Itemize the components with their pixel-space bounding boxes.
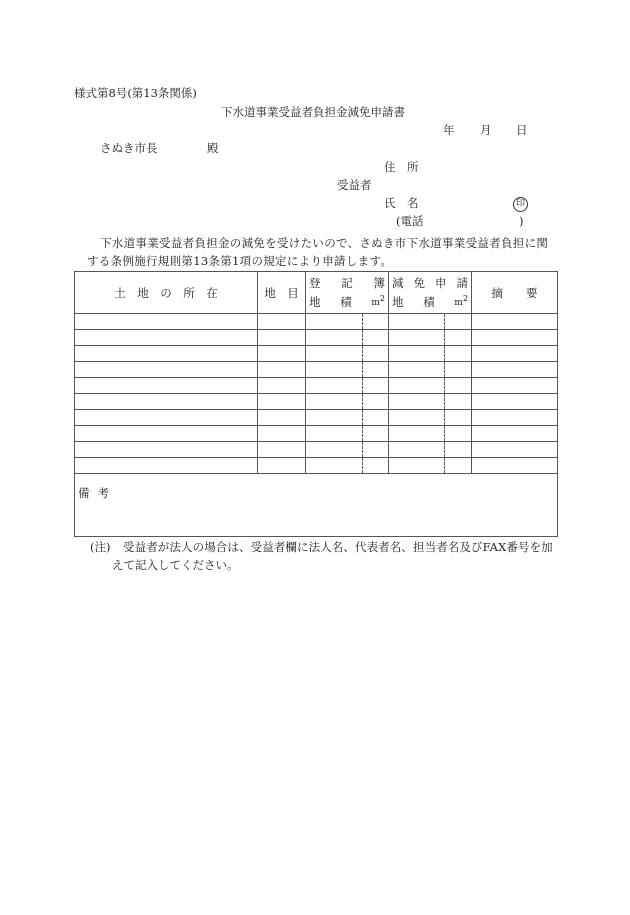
registry-area-int-cell[interactable] (306, 378, 363, 394)
table-row (75, 442, 558, 458)
header-location: 土 地 の 所 在 (75, 272, 258, 314)
unit-m2 (454, 294, 468, 310)
exemption-area-int-cell[interactable] (389, 362, 445, 378)
note-line1: 受益者が法人の場合は、受益者欄に法人名、代表者名、担当者名及びFAX番号を加 (123, 540, 553, 554)
exemption-area-dec-cell[interactable] (445, 442, 472, 458)
registry-area-int-cell[interactable] (306, 314, 363, 330)
registry-area-dec-cell[interactable] (363, 378, 389, 394)
exemption-area-dec-cell[interactable] (445, 330, 472, 346)
registry-area-dec-cell[interactable] (363, 394, 389, 410)
registry-area-int-cell[interactable] (306, 410, 363, 426)
exemption-area-int-cell[interactable] (389, 314, 445, 330)
location-cell[interactable] (75, 458, 258, 474)
unit: m (371, 298, 380, 308)
registry-area-dec-cell[interactable] (363, 426, 389, 442)
summary-cell[interactable] (472, 314, 558, 330)
remarks-label: 備考 (78, 486, 117, 500)
summary-cell[interactable] (472, 426, 558, 442)
land-category-cell[interactable] (258, 394, 306, 410)
applicant-label: 受益者 (337, 178, 372, 192)
land-category-cell[interactable] (258, 362, 306, 378)
location-cell[interactable] (75, 362, 258, 378)
body-text-line1: 下水道事業受益者負担金の減免を受けたいので、さぬき市下水道事業受益者負担に関 (100, 236, 549, 250)
land-category-cell[interactable] (258, 458, 306, 474)
registry-area-int-cell[interactable] (306, 346, 363, 362)
summary-cell[interactable] (472, 410, 558, 426)
hdr-char: 記 (341, 276, 353, 290)
registry-area-dec-cell[interactable] (363, 314, 389, 330)
date-month: 月 (480, 123, 492, 137)
remarks-field[interactable] (75, 474, 558, 537)
location-cell[interactable] (75, 346, 258, 362)
exemption-area-dec-cell[interactable] (445, 458, 472, 474)
summary-cell[interactable] (472, 330, 558, 346)
hdr-char: 地 (392, 295, 404, 309)
location-cell[interactable] (75, 330, 258, 346)
registry-area-dec-cell[interactable] (363, 362, 389, 378)
summary-cell[interactable] (472, 442, 558, 458)
hdr-char: 積 (423, 295, 435, 309)
exemption-area-int-cell[interactable] (389, 410, 445, 426)
hdr-char: 地 (309, 295, 321, 309)
location-cell[interactable] (75, 378, 258, 394)
land-category-cell[interactable] (258, 346, 306, 362)
land-category-cell[interactable] (258, 330, 306, 346)
land-category-cell[interactable] (258, 378, 306, 394)
exemption-area-dec-cell[interactable] (445, 426, 472, 442)
land-table (74, 271, 558, 537)
seal-mark (513, 197, 528, 212)
note-line2: えて記入してください。 (112, 558, 239, 572)
table-row (75, 394, 558, 410)
remarks-row (75, 474, 558, 537)
location-cell[interactable] (75, 426, 258, 442)
table-row (75, 410, 558, 426)
registry-area-dec-cell[interactable] (363, 330, 389, 346)
exemption-area-dec-cell[interactable] (445, 362, 472, 378)
table-header-row (75, 272, 558, 314)
location-cell[interactable] (75, 394, 258, 410)
header-registry-area (306, 272, 389, 314)
phone-close: ) (519, 214, 524, 228)
summary-cell[interactable] (472, 346, 558, 362)
exemption-area-int-cell[interactable] (389, 378, 445, 394)
header-land-category: 地 目 (258, 272, 306, 314)
registry-area-int-cell[interactable] (306, 458, 363, 474)
registry-area-int-cell[interactable] (306, 362, 363, 378)
exemption-area-int-cell[interactable] (389, 394, 445, 410)
date-year: 年 (443, 123, 455, 137)
exemption-area-int-cell[interactable] (389, 426, 445, 442)
hdr-char: 積 (340, 295, 352, 309)
note-prefix: (注) (90, 540, 111, 554)
hdr-char: 免 (413, 276, 426, 290)
registry-area-dec-cell[interactable] (363, 410, 389, 426)
exemption-area-int-cell[interactable] (389, 442, 445, 458)
location-cell[interactable] (75, 410, 258, 426)
table-row (75, 362, 558, 378)
hdr-char: 請 (456, 276, 469, 290)
exemption-area-dec-cell[interactable] (445, 410, 472, 426)
table-row (75, 346, 558, 362)
registry-area-dec-cell[interactable] (363, 346, 389, 362)
address-label: 住 所 (384, 160, 419, 174)
land-category-cell[interactable] (258, 314, 306, 330)
registry-area-int-cell[interactable] (306, 442, 363, 458)
unit-sup: 2 (462, 294, 468, 303)
registry-area-dec-cell[interactable] (363, 442, 389, 458)
phone-open: (電話 (396, 214, 424, 228)
summary-cell[interactable] (472, 362, 558, 378)
land-category-cell[interactable] (258, 442, 306, 458)
table-row (75, 314, 558, 330)
table-row (75, 378, 558, 394)
exemption-area-int-cell[interactable] (389, 346, 445, 362)
summary-cell[interactable] (472, 458, 558, 474)
exemption-area-int-cell[interactable] (389, 330, 445, 346)
addressee-name: さぬき市長 (100, 141, 158, 155)
location-cell[interactable] (75, 314, 258, 330)
table-row (75, 330, 558, 346)
unit-m2 (371, 294, 385, 310)
name-label: 氏 名 (384, 196, 419, 210)
date-day: 日 (516, 123, 528, 137)
exemption-area-dec-cell[interactable] (445, 314, 472, 330)
hdr-char: 登 (309, 276, 321, 290)
form-number: 様式第8号(第13条関係) (74, 86, 197, 100)
hdr-char: 減 (392, 276, 404, 290)
table-row (75, 426, 558, 442)
exemption-area-int-cell[interactable] (389, 458, 445, 474)
summary-cell[interactable] (472, 394, 558, 410)
location-cell[interactable] (75, 442, 258, 458)
land-category-cell[interactable] (258, 426, 306, 442)
registry-area-int-cell[interactable] (306, 394, 363, 410)
seal-icon: 印 (513, 197, 528, 212)
unit-sup: 2 (379, 294, 386, 303)
summary-cell[interactable] (472, 378, 558, 394)
registry-area-dec-cell[interactable] (363, 458, 389, 474)
header-summary: 摘 要 (472, 272, 558, 314)
header-exemption-area (389, 272, 472, 314)
document-title: 下水道事業受益者負担金減免申請書 (221, 105, 405, 119)
table-row (75, 458, 558, 474)
exemption-area-dec-cell[interactable] (445, 346, 472, 362)
registry-area-int-cell[interactable] (306, 426, 363, 442)
body-text-line2: する条例施行規則第13条第1項の規定により申請します。 (87, 254, 393, 268)
hdr-char: 簿 (373, 276, 385, 290)
exemption-area-dec-cell[interactable] (445, 378, 472, 394)
hdr-char: 申 (435, 276, 447, 290)
exemption-area-dec-cell[interactable] (445, 394, 472, 410)
land-category-cell[interactable] (258, 410, 306, 426)
unit: m (454, 298, 463, 308)
addressee-honorific: 殿 (207, 141, 219, 155)
registry-area-int-cell[interactable] (306, 330, 363, 346)
